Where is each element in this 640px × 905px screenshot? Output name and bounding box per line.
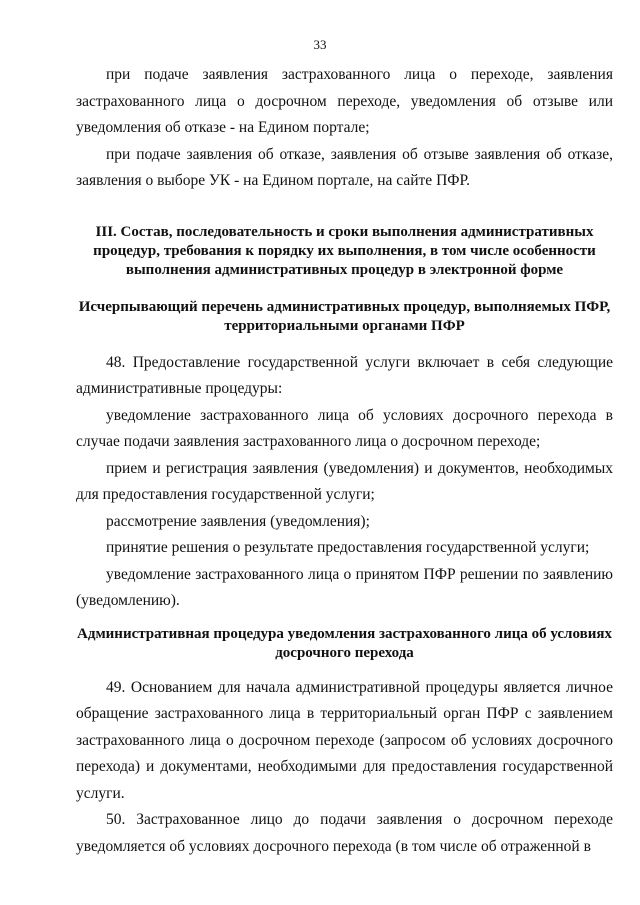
paragraph-49: 49. Основанием для начала административной процедуры является личное обращение застрахованного лица в территориальный орган ПФР с заявлением застрахованного лица о досрочном переходе (запросом об условиях досрочного перехода) и документами, необходимыми для предоставления государственной услуги.: [76, 678, 613, 802]
list-item-decision: принятие решения о результате предоставления государственной услуги;: [106, 539, 590, 556]
section-heading: III. Состав, последовательность и сроки выполнения административных процедур, требования к порядку их выполнения, в том числе особенности выполнения административных процедур в электронной форме: [93, 223, 596, 278]
list-item-registration: прием и регистрация заявления (уведомления) и документов, необходимых для предоставления государственной услуги;: [76, 459, 613, 503]
page-content: [76, 62, 613, 860]
list-item-decision-notice: уведомление застрахованного лица о принятом ПФР решении по заявлению (уведомлению).: [76, 565, 613, 609]
subheading-notification-procedure: Административная процедура уведомления застрахованного лица об условиях досрочного перехода: [77, 625, 612, 661]
paragraph-48: 48. Предоставление государственной услуги включает в себя следующие административные процедуры:: [76, 353, 613, 397]
paragraph-portal-refusal: при подаче заявления об отказе, заявления об отзыве заявления об отказе, заявления о выборе УК - на Едином портале, на сайте ПФР.: [76, 145, 613, 189]
paragraph-50: 50. Застрахованное лицо до подачи заявления о досрочном переходе уведомляется об условиях досрочного перехода (в том числе об отраженной в: [76, 811, 613, 855]
list-item-notification: уведомление застрахованного лица об условиях досрочного перехода в случае подачи заявления застрахованного лица о досрочном переходе;: [76, 406, 613, 450]
page-number: 33: [313, 37, 327, 52]
list-item-review: рассмотрение заявления (уведомления);: [106, 512, 370, 530]
subheading-procedure-list: Исчерпывающий перечень административных процедур, выполняемых ПФР, территориальными органами ПФР: [78, 298, 611, 334]
paragraph-portal-transfer: при подаче заявления застрахованного лица о переходе, заявления застрахованного лица о досрочном переходе, уведомления об отзыве или уведомления об отказе - на Едином портале;: [76, 66, 613, 136]
